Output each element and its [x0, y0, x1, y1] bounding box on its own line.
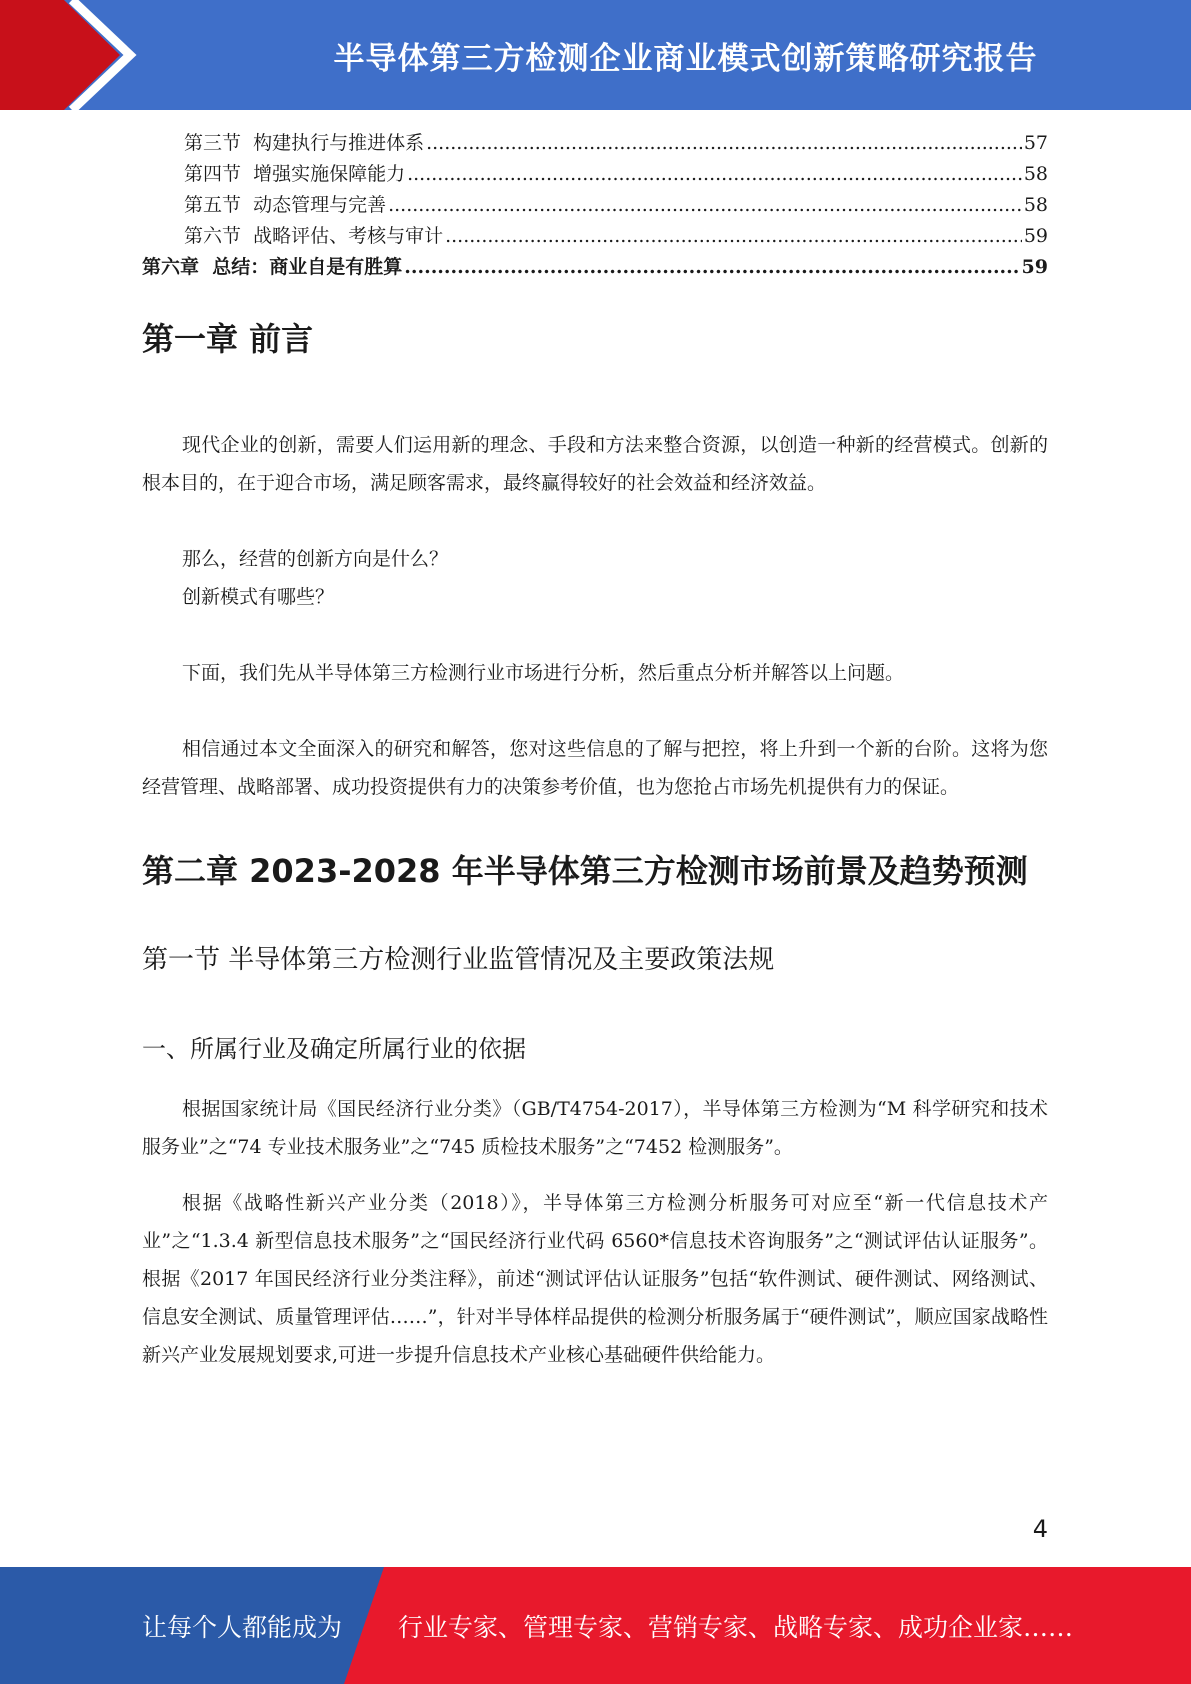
footer-banner: [0, 1567, 1191, 1684]
section-heading: 第一节 半导体第三方检测行业监管情况及主要政策法规: [142, 945, 775, 975]
toc-chapter-item[interactable]: [142, 252, 1048, 283]
header-arrow-decoration: [0, 0, 150, 110]
footer-slogan-right: 行业专家、管理专家、营销专家、战略专家、成功企业家……: [398, 1612, 1074, 1642]
toc-item[interactable]: [142, 190, 1048, 221]
toc-item-page: 57: [1023, 132, 1048, 154]
toc-leader-dots: [388, 190, 1022, 221]
toc-item[interactable]: [142, 159, 1048, 190]
chapter-2-heading: 第二章 2023-2028 年半导体第三方检测市场前景及趋势预测: [142, 852, 1028, 890]
paragraph: 相信通过本文全面深入的研究和解答，您对这些信息的了解与把控，将上升到一个新的台阶。这将为您经营管理、战略部署、成功投资提供有力的决策参考价值，也为您抢占市场先机提供有力的保证。: [142, 738, 1048, 798]
toc-item-label: 第三节 构建执行与推进体系: [184, 132, 425, 154]
question-line: 创新模式有哪些？: [182, 586, 335, 608]
toc-leader-dots: [426, 128, 1022, 159]
toc-leader-dots: [407, 159, 1022, 190]
toc-leader-dots: [404, 252, 1019, 283]
header-banner: [0, 0, 1191, 110]
report-title: 半导体第三方检测企业商业模式创新策略研究报告: [333, 40, 1038, 77]
toc-item-page: 58: [1023, 194, 1048, 216]
toc-item-label: 第六章 总结：商业自是有胜算: [142, 256, 403, 278]
paragraph: 现代企业的创新，需要人们运用新的理念、手段和方法来整合资源，以创造一种新的经营模式。创新的根本目的，在于迎合市场，满足顾客需求，最终赢得较好的社会效益和经济效益。: [142, 434, 1048, 494]
toc-item-page: 58: [1023, 163, 1048, 185]
paragraph: 根据《战略性新兴产业分类（2018）》，半导体第三方检测分析服务可对应至“新一代信息技术产业”之“1.3.4 新型信息技术服务”之“国民经济行业代码 6560*信息技术咨询服务”之“测试评估认证服务”。根据《2017 年国民经济行业分类注释》，前述“测试评估认证服务”包括“软件测试、硬件测试、网络测试、信息安全测试、质量管理评估……”，针对半导体样品提供的检测分析服务属于“硬件测试”，顺应国家战略性新兴产业发展规划要求,可进一步提升信息技术产业核心基础硬件供给能力。: [142, 1192, 1048, 1366]
page-number: 4: [1032, 1515, 1048, 1543]
toc-item-label: 第四节 增强实施保障能力: [184, 163, 406, 185]
toc-leader-dots: [445, 221, 1022, 252]
question-line: 那么，经营的创新方向是什么？: [182, 548, 449, 570]
toc-item-label: 第五节 动态管理与完善: [184, 194, 387, 216]
paragraph: 根据国家统计局《国民经济行业分类》（GB/T4754-2017），半导体第三方检测为“M 科学研究和技术服务业”之“74 专业技术服务业”之“745 质检技术服务”之“7452 检测服务”。: [142, 1098, 1048, 1158]
chapter-1-heading: 第一章 前言: [142, 320, 314, 358]
paragraph: 下面，我们先从半导体第三方检测行业市场进行分析，然后重点分析并解答以上问题。: [182, 662, 905, 684]
toc-item-page: 59: [1023, 225, 1048, 247]
table-of-contents: [142, 128, 1048, 283]
toc-item[interactable]: [142, 128, 1048, 159]
subsection-heading: 一、所属行业及确定所属行业的依据: [142, 1035, 526, 1063]
toc-item-page: 59: [1021, 256, 1048, 278]
toc-item[interactable]: [142, 221, 1048, 252]
footer-slogan-left: 让每个人都能成为: [142, 1612, 343, 1642]
toc-item-label: 第六节 战略评估、考核与审计: [184, 225, 444, 247]
document-body: [142, 316, 1048, 1374]
